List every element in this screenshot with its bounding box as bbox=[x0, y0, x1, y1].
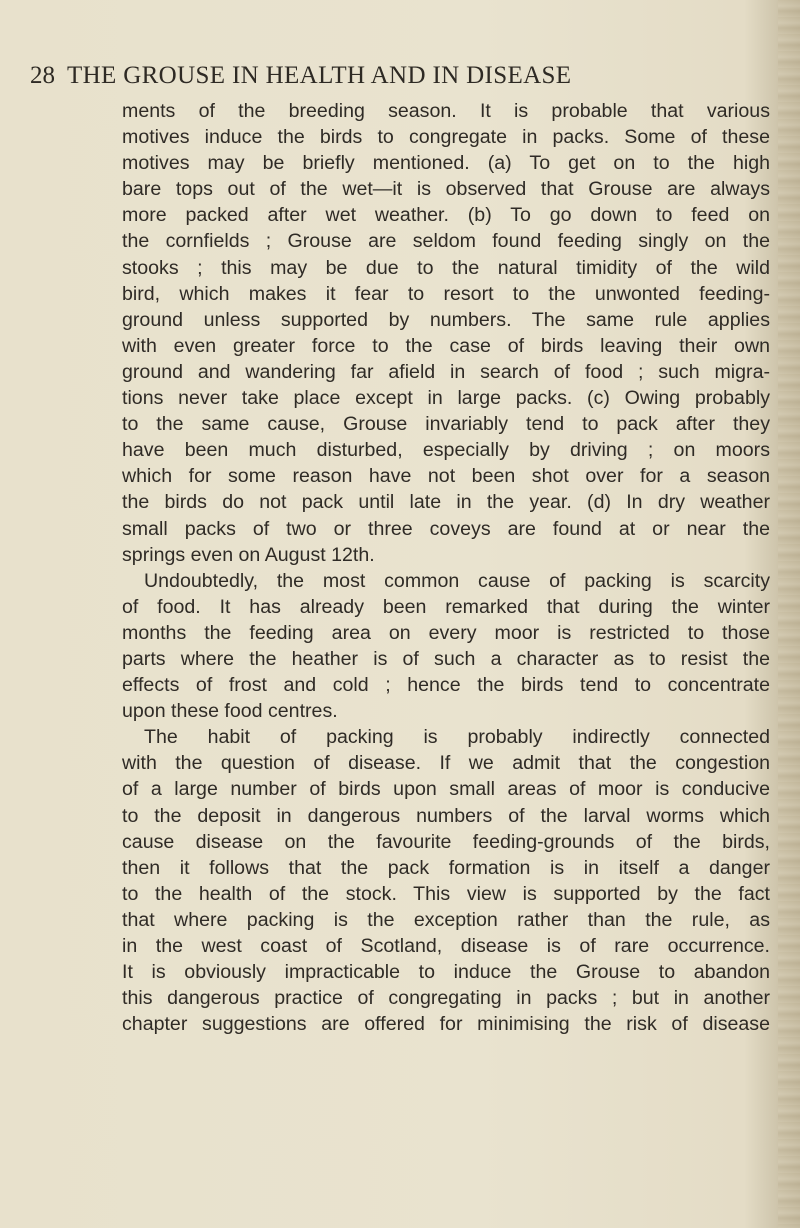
text-line: tions never take place except in large packs. (c) Owing probably bbox=[122, 387, 770, 410]
text-line: in the west coast of Scotland, disease is of rare occurrence. bbox=[122, 935, 770, 957]
text-line: to the health of the stock. This view is supported by the fact bbox=[122, 882, 770, 905]
running-title: THE GROUSE IN HEALTH AND IN DISEASE bbox=[67, 62, 572, 89]
text-line: of a large number of birds upon small areas of moor is conducive bbox=[122, 778, 770, 801]
running-header bbox=[30, 62, 710, 94]
text-line: ments of the breeding season. It is probable that various bbox=[122, 100, 770, 122]
text-line: bare tops out of the wet—it is observed that Grouse are always bbox=[122, 178, 770, 201]
text-line: It is obviously impracticable to induce the Grouse to abandon bbox=[122, 961, 770, 984]
text-line: which for some reason have not been shot over for a season bbox=[122, 465, 770, 488]
text-line: effects of frost and cold ; hence the birds tend to concentrate bbox=[122, 674, 770, 697]
text-line: more packed after wet weather. (b) To go down to feed on bbox=[122, 204, 770, 227]
text-line: The habit of packing is probably indirectly connected bbox=[144, 726, 770, 749]
text-line: that where packing is the exception rather than the rule, as bbox=[122, 908, 770, 931]
text-line: ground unless supported by numbers. The same rule applies bbox=[122, 308, 770, 331]
text-line: months the feeding area on every moor is restricted to those bbox=[122, 621, 770, 644]
text-line: to the deposit in dangerous numbers of the larval worms which bbox=[122, 804, 770, 827]
text-line: the birds do not pack until late in the year. (d) In dry weather bbox=[122, 491, 770, 514]
text-line: the cornfields ; Grouse are seldom found feeding singly on the bbox=[122, 230, 770, 253]
text-line: motives induce the birds to congregate in packs. Some of these bbox=[122, 126, 770, 149]
text-line: with even greater force to the case of birds leaving their own bbox=[122, 334, 770, 357]
page-number: 28 bbox=[30, 62, 55, 89]
text-line: small packs of two or three coveys are found at or near the bbox=[122, 517, 770, 540]
page-edge-shadow bbox=[778, 0, 800, 1228]
text-line: to the same cause, Grouse invariably tend to pack after they bbox=[122, 413, 770, 436]
text-line: have been much disturbed, especially by driving ; on moors bbox=[122, 439, 770, 462]
text-line: upon these food centres. bbox=[122, 700, 338, 723]
text-line: bird, which makes it fear to resort to the unwonted feeding- bbox=[122, 282, 770, 305]
text-line: parts where the heather is of such a character as to resist the bbox=[122, 647, 770, 670]
text-line: motives may be briefly mentioned. (a) To get on to the high bbox=[122, 152, 770, 175]
text-line: of food. It has already been remarked that during the winter bbox=[122, 595, 770, 618]
text-line: ground and wandering far afield in search of food ; such migra- bbox=[122, 360, 770, 383]
text-line: chapter suggestions are offered for minimising the risk of disease bbox=[122, 1013, 770, 1036]
text-line: springs even on August 12th. bbox=[122, 543, 375, 566]
body-text bbox=[122, 98, 770, 1037]
text-line: cause disease on the favourite feeding-grounds of the birds, bbox=[122, 830, 770, 853]
text-line: then it follows that the pack formation is in itself a danger bbox=[122, 856, 770, 879]
text-line: with the question of disease. If we admit that the congestion bbox=[122, 752, 770, 775]
text-line: stooks ; this may be due to the natural timidity of the wild bbox=[122, 256, 770, 279]
text-line: this dangerous practice of congregating in packs ; but in another bbox=[122, 987, 770, 1010]
text-line: Undoubtedly, the most common cause of packing is scarcity bbox=[144, 569, 770, 592]
